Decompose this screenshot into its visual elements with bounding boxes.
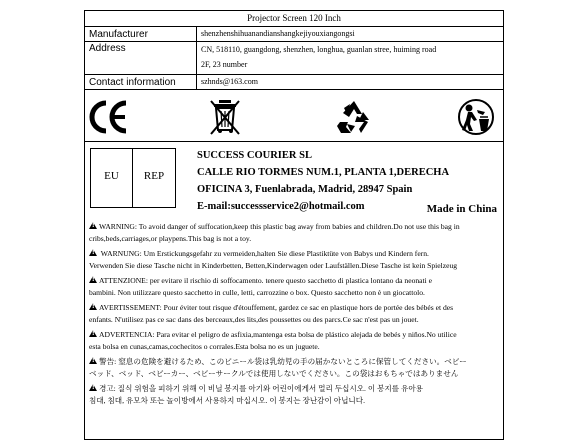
warning-line: WARNING: To avoid danger of suffocation,keep this plastic bag away from babies and children.Do not use this bag in	[99, 222, 460, 231]
warning-triangle-icon	[89, 330, 97, 337]
eu-rep-street: CALLE RIO TORMES NUM.1, PLANTA 1,DERECHA	[197, 167, 450, 178]
warning-line: 警告: 窒息の危険を避けるため、このビニール袋は乳幼児の手の届かないところに保管してください。ベビー	[99, 357, 467, 366]
warning-japanese	[89, 356, 499, 380]
address-value	[201, 44, 501, 70]
warning-line: cribs,beds,carriages,or playpens.This bag is not a toy.	[89, 234, 252, 243]
warning-line: AVERTISSEMENT: Pour éviter tout risque d'étouffement, gardez ce sac en plastique hors de portée des bébés et des	[99, 303, 454, 312]
warning-triangle-icon	[89, 249, 97, 256]
warning-line: enfants. N'utilisez pas ce sac dans des berceaux,des lits,des poussettes ou des parcs.Ce sac n'est pas un jouet.	[89, 315, 419, 324]
manufacturer-value: shenzhenshihuanandianshangkejiyouxiangongsi	[201, 29, 355, 38]
address-label: Address	[85, 42, 197, 74]
warning-german	[89, 248, 499, 272]
rep-text: REP	[143, 170, 165, 182]
recycle-icon	[335, 98, 373, 136]
warning-triangle-icon	[89, 357, 97, 364]
warning-triangle-icon	[89, 303, 97, 310]
warning-triangle-icon	[89, 276, 97, 283]
address-line-2: 2F, 23 number	[201, 60, 248, 69]
warnings-block	[89, 221, 499, 410]
made-in-text: Made in China	[426, 203, 497, 215]
warning-line: ADVERTENCIA: Para evitar el peligro de asfixia,mantenga esta bolsa de plástico alejada de bebés y niños.No utilice	[99, 330, 457, 339]
address-line-1: CN, 518110, guangdong, shenzhen, longhua, guanlan stree, huiming road	[201, 45, 437, 54]
manufacturer-row	[85, 27, 503, 42]
crossed-bin-weee-icon	[208, 98, 242, 136]
eu-rep-address	[197, 147, 449, 215]
warning-line: bambini. Non utilizzare questo sacchetto in culle, letti, carrozzine o box. Questo sacchetto non è un giocattolo.	[89, 288, 425, 297]
certification-icons-row	[85, 90, 503, 142]
warning-english	[89, 221, 499, 245]
eu-rep-box	[90, 148, 176, 208]
warning-korean	[89, 383, 499, 407]
eu-rep-email: E-mail:successservice2@hotmail.com	[197, 201, 365, 212]
contact-row	[85, 75, 503, 90]
ce-mark-icon	[89, 98, 129, 136]
tidyman-icon	[457, 98, 495, 136]
warning-line: Verwenden Sie diese Tasche nicht in Kinderbetten, Betten,Kinderwagen oder Laufställen.Diese Tasche ist kein Spielzeug	[89, 261, 458, 270]
eu-text: EU	[104, 170, 119, 182]
warning-line: 경고: 질식 위험을 피하기 위해 이 비닐 봉지를 아기와 어린이에게서 멀리 두십시오. 이 봉지를 유아용	[99, 384, 424, 393]
warning-line: esta bolsa en cunas,camas,cochecitos o corrales.Esta bolsa no es un juguete.	[89, 342, 320, 351]
eu-rep-company: SUCCESS COURIER SL	[197, 150, 312, 161]
product-label-sheet	[84, 10, 504, 440]
warning-line: ベッド、ベッド、ベビーカー、ベビーサークルでは使用しないでください。この袋はおもちゃではありません	[89, 369, 459, 378]
warning-line: WARNUNG: Um Erstickungsgefahr zu vermeiden,halten Sie diese Plastiktüte von Babys und Kindern fern.	[99, 249, 429, 258]
warning-spanish	[89, 329, 499, 353]
warning-triangle-icon	[89, 222, 97, 229]
warning-line: ATTENZIONE: per evitare il rischio di soffocamento. tenere questo sacchetto di plastica lontano da neonati e	[99, 276, 433, 285]
contact-label: Contact information	[85, 75, 197, 89]
eu-rep-section	[85, 142, 503, 222]
manufacturer-label: Manufacturer	[85, 27, 197, 41]
warning-italian	[89, 275, 499, 299]
warning-french	[89, 302, 499, 326]
warning-line: 침대, 침대, 유모차 또는 놀이방에서 사용하지 마십시오. 이 봉지는 장난감이 아닙니다.	[89, 396, 365, 405]
warning-triangle-icon	[89, 384, 97, 391]
label-title: Projector Screen 120 Inch	[85, 11, 503, 27]
address-row	[85, 42, 503, 75]
eu-rep-city: OFICINA 3, Fuenlabrada, Madrid, 28947 Spain	[197, 184, 413, 195]
contact-value: szhnds@163.com	[201, 77, 258, 86]
